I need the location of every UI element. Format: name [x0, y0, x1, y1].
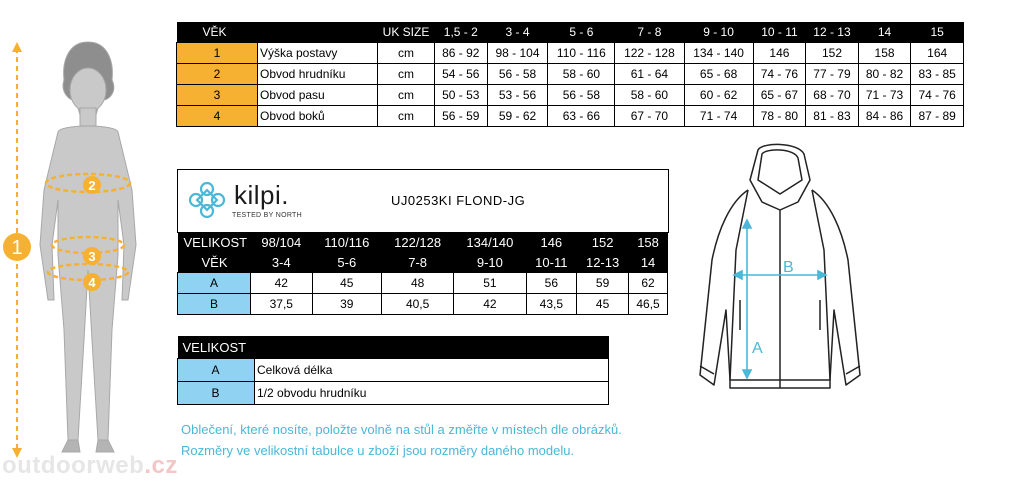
age-row-label: VĚK: [178, 252, 251, 273]
header-age-label: VĚK: [177, 22, 378, 43]
table-cell: 134 - 140: [684, 43, 753, 64]
table-cell: 56 - 58: [548, 85, 615, 106]
row-unit: cm: [378, 85, 435, 106]
instruction-note-2: Rozměry ve velikostní tabulce u zboží jsou rozměry daného modelu.: [181, 443, 575, 458]
table-cell: 59 - 62: [487, 106, 548, 127]
table-cell: 84 - 86: [858, 106, 911, 127]
table-cell: 80 - 82: [858, 64, 911, 85]
table-row: [177, 43, 964, 64]
age-header: 10-11: [526, 252, 577, 273]
jacket-measurement-diagram: [690, 140, 870, 405]
age-header: 14: [629, 252, 668, 273]
row-index: B: [178, 382, 255, 405]
table-cell: 152: [806, 43, 859, 64]
row-unit: cm: [378, 64, 435, 85]
table-cell: 71 - 74: [684, 106, 753, 127]
size-header: 110/116: [312, 232, 381, 252]
age-header: 9-10: [454, 252, 526, 273]
table-cell: 37,5: [251, 294, 313, 315]
instruction-note-1: Oblečení, které nosíte, položte volně na stůl a změřte v místech dle obrázků.: [181, 422, 622, 437]
label-a: A: [752, 340, 763, 357]
table-cell: 86 - 92: [435, 43, 488, 64]
row-index: 3: [177, 85, 258, 106]
table-cell: 58 - 60: [548, 64, 615, 85]
row-unit: cm: [378, 106, 435, 127]
marker-4-icon: [83, 273, 101, 291]
table-cell: 68 - 70: [806, 85, 859, 106]
size-header: 146: [526, 232, 577, 252]
table-row: [178, 294, 668, 315]
row-name: Obvod hrudníku: [258, 64, 378, 85]
header-size: 5 - 6: [548, 22, 615, 43]
header-size: 10 - 11: [753, 22, 806, 43]
marker-1-icon: [3, 233, 31, 261]
table-cell: 51: [454, 273, 526, 294]
row-index: 4: [177, 106, 258, 127]
table-cell: 58 - 60: [615, 85, 684, 106]
table-cell: 65 - 67: [753, 85, 806, 106]
table-cell: 59: [577, 273, 629, 294]
size-header: 134/140: [454, 232, 526, 252]
watermark-tld: .cz: [144, 452, 178, 479]
table-cell: 122 - 128: [615, 43, 684, 64]
row-name: Obvod boků: [258, 106, 378, 127]
header-size: 7 - 8: [615, 22, 684, 43]
table-cell: 63 - 66: [548, 106, 615, 127]
size-header: 122/128: [382, 232, 454, 252]
table-cell: 62: [629, 273, 668, 294]
brand-name: kilpi.: [234, 180, 290, 210]
svg-text:3: 3: [88, 249, 96, 264]
row-unit: cm: [378, 43, 435, 64]
table-cell: 65 - 68: [684, 64, 753, 85]
header-size: 3 - 4: [487, 22, 548, 43]
size-header: 152: [577, 232, 629, 252]
age-header-row: [178, 252, 668, 273]
size-header: 158: [629, 232, 668, 252]
table-cell: 61 - 64: [615, 64, 684, 85]
table-cell: 164: [911, 43, 964, 64]
legend-header: VELIKOST: [178, 336, 609, 359]
legend-header-row: [178, 336, 609, 359]
table-cell: 77 - 79: [806, 64, 859, 85]
product-size-table: [177, 232, 668, 315]
header-size: 9 - 10: [684, 22, 753, 43]
table-cell: 56: [526, 273, 577, 294]
header-size: 15: [911, 22, 964, 43]
marker-2-icon: [83, 176, 101, 194]
brand-header-box: [177, 169, 669, 233]
table-cell: 56 - 58: [487, 64, 548, 85]
table-cell: 110 - 116: [548, 43, 615, 64]
size-header: 98/104: [251, 232, 313, 252]
table-cell: 46,5: [629, 294, 668, 315]
table-cell: 56 - 59: [435, 106, 488, 127]
svg-text:2: 2: [88, 178, 96, 193]
table-cell: 60 - 62: [684, 85, 753, 106]
label-b: B: [783, 259, 794, 276]
row-index: 2: [177, 64, 258, 85]
measurement-legend-table: [177, 336, 609, 405]
table-cell: 78 - 80: [753, 106, 806, 127]
legend-label: 1/2 obvodu hrudníku: [255, 382, 609, 405]
header-size: 12 - 13: [806, 22, 859, 43]
table-cell: 50 - 53: [435, 85, 488, 106]
table-cell: 48: [382, 273, 454, 294]
table-cell: 40,5: [382, 294, 454, 315]
table-cell: 42: [251, 273, 313, 294]
table-cell: 74 - 76: [753, 64, 806, 85]
body-measurement-figure: [0, 40, 180, 470]
watermark: [2, 452, 178, 480]
table-cell: 81 - 83: [806, 106, 859, 127]
table-cell: 45: [312, 273, 381, 294]
age-header: 12-13: [577, 252, 629, 273]
header-size: 1,5 - 2: [435, 22, 488, 43]
kilpi-knot-icon: [186, 179, 228, 221]
table-cell: 83 - 85: [911, 64, 964, 85]
table-cell: 74 - 76: [911, 85, 964, 106]
table-cell: 158: [858, 43, 911, 64]
table-row: [177, 85, 964, 106]
product-model: UJ0253KI FLOND-JG: [391, 193, 526, 208]
row-index: B: [178, 294, 251, 315]
table-cell: 146: [753, 43, 806, 64]
table-cell: 71 - 73: [858, 85, 911, 106]
table-cell: 43,5: [526, 294, 577, 315]
age-size-header-row: [177, 22, 964, 43]
row-name: Výška postavy: [258, 43, 378, 64]
table-cell: 54 - 56: [435, 64, 488, 85]
row-index: 1: [177, 43, 258, 64]
table-cell: 42: [454, 294, 526, 315]
table-cell: 87 - 89: [911, 106, 964, 127]
row-index: A: [178, 359, 255, 382]
age-header: 3-4: [251, 252, 313, 273]
table-cell: 98 - 104: [487, 43, 548, 64]
table-row: [177, 64, 964, 85]
watermark-name: outdoorweb: [2, 452, 145, 479]
table-row: [178, 273, 668, 294]
table-cell: 67 - 70: [615, 106, 684, 127]
size-header-row: [178, 232, 668, 252]
svg-text:1: 1: [11, 237, 23, 259]
legend-label: Celková délka: [255, 359, 609, 382]
header-uk-size-label: UK SIZE: [378, 22, 435, 43]
row-name: Obvod pasu: [258, 85, 378, 106]
age-header: 5-6: [312, 252, 381, 273]
row-index: A: [178, 273, 251, 294]
marker-3-icon: [83, 247, 101, 265]
header-size: 14: [858, 22, 911, 43]
brand-tagline: TESTED BY NORTH: [232, 212, 302, 219]
size-row-label: VELIKOST: [178, 232, 251, 252]
table-cell: 53 - 56: [487, 85, 548, 106]
table-row: [177, 106, 964, 127]
table-cell: 45: [577, 294, 629, 315]
age-size-table: [176, 22, 964, 127]
table-cell: 39: [312, 294, 381, 315]
age-header: 7-8: [382, 252, 454, 273]
svg-text:4: 4: [88, 275, 96, 290]
table-row: [178, 359, 609, 382]
table-row: [178, 382, 609, 405]
